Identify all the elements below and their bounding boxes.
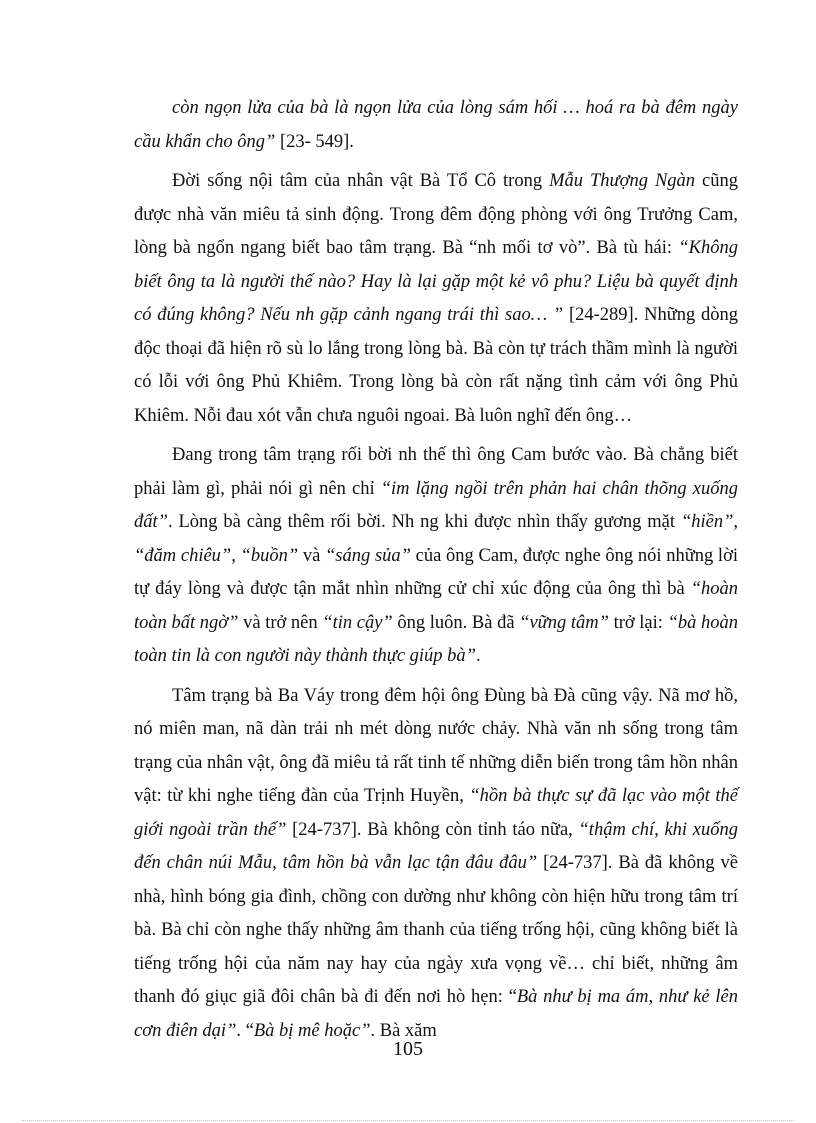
paragraph-1-quote: còn ngọn lửa của bà là ngọn lửa của lòng sám hối … hoá ra bà đêm ngày cầu khẩn cho ông” xyxy=(134,98,738,152)
page-number: 105 xyxy=(393,1038,423,1060)
paragraph-1-citation: [23- 549]. xyxy=(275,131,354,152)
text-run: ông luôn. Bà đã xyxy=(392,612,520,633)
text-run: Đời sống nội tâm của nhân vật Bà Tổ Cô trong xyxy=(172,171,550,191)
text-run: . xyxy=(475,646,481,666)
quote-run: “hiền”, “đăm chiêu”, “buồn” xyxy=(134,512,738,566)
book-title: Mẫu Thượng Ngàn xyxy=(549,171,696,191)
text-run: . “ xyxy=(236,1020,254,1041)
text-run: . Lòng bà càng thêm rối bời. Nh ng khi được nhìn thấy gương mặt xyxy=(167,512,681,532)
quote-run: “sáng sủa” xyxy=(325,545,411,566)
text-run: Đang trong tâm trạng rối bời nh thế thì ông Cam bước vào. Bà chẳng biết phải làm gì, phải nói gì nên chỉ xyxy=(134,445,738,499)
text-run: [24-737]. Bà đã không về nhà, hình bóng gia đình, chồng con dường như không còn hiện hữu trong tâm trí bà. Bà chỉ còn nghe thấy những âm thanh của tiếng trống hội, cũng không biết là tiếng trống hội của năm nay hay của ngày xưa vọng về… chỉ biết, những âm thanh đó giục giã đôi chân bà đi đến nơi hò hẹn: “ xyxy=(134,853,738,1007)
quote-run: “vững tâm” xyxy=(519,612,609,633)
quote-run: “Không biết ông ta là người thế nào? Hay là lại gặp một kẻ vô phu? Liệu bà quyết định có đúng không? Nếu nh gặp cảnh ngang trái thì sao… ” xyxy=(134,238,738,325)
paragraph-4 xyxy=(134,680,738,1049)
text-run: [24-289]. Những dòng độc thoại đã hiện rõ sù lo lắng trong lòng bà. Bà còn tự trách thầm mình là người có lỗi với ông Phủ Khiêm. Trong lòng bà còn rất nặng tình cảm với ông Phủ Khiêm. Nỗi đau xót vẫn chưa nguôi ngoai. Bà luôn nghĩ đến ông… xyxy=(134,305,738,426)
text-run: [24-737]. Bà không còn tỉnh táo nữa, xyxy=(286,819,579,840)
text-run: cũng được nhà văn miêu tả sinh động. Trong đêm động phòng với ông Trưởng Cam, lòng bà ngổn ngang biết bao tâm trạng. Bà “nh mối tơ vò”. Bà tù hái: xyxy=(134,171,738,258)
quote-run: “hồn bà thực sự đã lạc vào một thế giới ngoài trần thế” xyxy=(134,786,738,840)
page-bottom-divider xyxy=(22,1120,794,1121)
quote-run: “bà hoàn toàn tin là con người này thành thực giúp bà” xyxy=(134,612,738,666)
text-run: . Bà xăm xyxy=(370,1020,437,1041)
quote-run: Bà như bị ma ám, như kẻ lên cơn điên dại” xyxy=(134,987,738,1041)
paragraph-2 xyxy=(134,165,738,433)
document-body xyxy=(134,92,738,1054)
text-run: Tâm trạng bà Ba Váy trong đêm hội ông Đùng bà Đà cũng vậy. Nã mơ hồ, nó miên man, nã dàn trải nh mét dòng nước chảy. Nhà văn nh sống trong tâm trạng của nhân vật, ông đã miêu tả rất tinh tế những diễn biến trong tâm hồn nhân vật: từ khi nghe tiếng đàn của Trịnh Huyền, xyxy=(134,685,738,806)
quote-run: “tin cậy” xyxy=(322,612,393,633)
paragraph-1 xyxy=(134,92,738,159)
quote-run: Bà bị mê hoặc” xyxy=(253,1020,371,1041)
quote-run: “thậm chí, khi xuống đến chân núi Mẫu, tâm hồn bà vẫn lạc tận đâu đâu” xyxy=(134,819,738,873)
paragraph-3 xyxy=(134,439,738,674)
text-run: trở lại: xyxy=(608,612,668,633)
text-run: của ông Cam, được nghe ông nói những lời tự đáy lòng và được tận mắt nhìn những cử chỉ xúc động của ông thì bà xyxy=(134,545,738,599)
quote-run: “im lặng ngồi trên phản hai chân thõng xuống đất” xyxy=(134,478,738,532)
text-run: và xyxy=(298,545,325,566)
text-run: và trở nên xyxy=(238,612,323,633)
quote-run: “hoàn toàn bất ngờ” xyxy=(134,579,738,633)
